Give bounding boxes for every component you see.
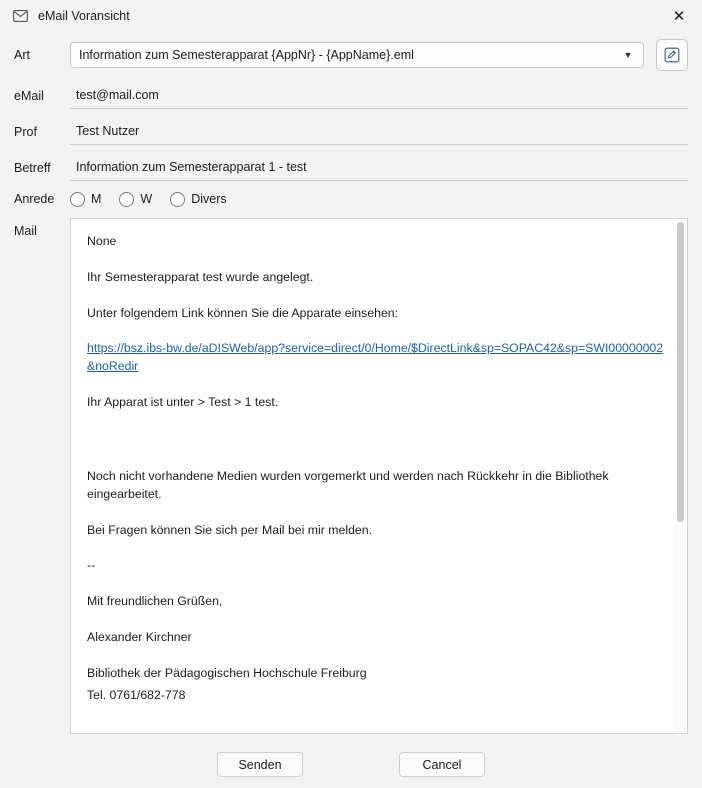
mail-signature-name: Alexander Kirchner [87,630,192,645]
title-bar [0,0,702,32]
send-button[interactable]: Senden [217,752,303,777]
form-area [0,32,702,742]
art-combobox[interactable] [70,42,644,68]
betreff-row [14,154,688,182]
anrede-radio-group [70,192,241,207]
anrede-option-w[interactable] [119,192,152,207]
anrede-row [14,184,688,214]
art-row [14,36,688,74]
radio-circle-icon [119,192,134,207]
email-input[interactable] [70,83,688,109]
edit-template-button[interactable] [656,39,688,71]
mail-signature-separator: -- [87,558,96,573]
window-title: eMail Voransicht [38,9,130,23]
betreff-label: Betreff [14,161,51,175]
mail-signature-greeting: Mit freundlichen Grüßen, [87,594,223,609]
art-label: Art [14,48,30,62]
mail-line-1: Ihr Semesterapparat test wurde angelegt. [87,269,314,284]
mail-line-4: Noch nicht vorhandene Medien wurden vorgemerkt und werden nach Rückkehr in die Bibliothek eingearbeitet. [87,468,609,501]
anrede-label: Anrede [14,192,55,206]
anrede-option-divers[interactable] [170,192,226,207]
mail-icon [12,8,28,24]
mail-gap [87,430,665,468]
mail-body-text[interactable] [71,219,687,733]
chevron-down-icon: ▼ [623,50,633,60]
mail-scrollbar-thumb[interactable] [677,222,684,522]
prof-label: Prof [14,125,37,139]
anrede-option-divers-label: Divers [191,192,227,206]
betreff-input[interactable] [70,155,688,181]
prof-row [14,118,688,146]
radio-circle-icon [70,192,85,207]
mail-row [14,218,688,734]
anrede-option-w-label: W [140,192,153,206]
spacer-1 [14,74,688,80]
mail-greeting: None [87,234,117,248]
email-label: eMail [14,89,44,103]
footer-bar [0,742,702,788]
mail-line-3: Ihr Apparat ist unter > Test > 1 test. [87,395,279,410]
mail-link[interactable]: https://bsz.ibs-bw.de/aDISWeb/app?service=direct/0/Home/$DirectLink&sp=SOPAC42&sp=SWI00000002&noRedir [87,341,664,374]
mail-scrollbar[interactable] [675,220,686,732]
cancel-button[interactable]: Cancel [399,752,485,777]
email-row [14,82,688,110]
spacer-3 [14,146,688,152]
close-icon[interactable]: ✕ [672,7,686,25]
mail-line-2: Unter folgendem Link können Sie die Apparate einsehen: [87,305,399,320]
mail-signature-org: Bibliothek der Pädagogischen Hochschule Freiburg [87,665,367,680]
anrede-option-m-label: M [91,192,102,206]
mail-body-box[interactable] [70,218,688,734]
mail-signature-phone: Tel. 0761/682-778 [87,687,186,702]
radio-circle-icon [170,192,185,207]
mail-label: Mail [14,224,37,238]
anrede-option-m[interactable] [70,192,101,207]
spacer-2 [14,110,688,116]
prof-input[interactable] [70,119,688,145]
mail-line-5: Bei Fragen können Sie sich per Mail bei mir melden. [87,522,373,537]
art-selected-value: Information zum Semesterapparat {AppNr} - {AppName}.eml [79,48,414,62]
